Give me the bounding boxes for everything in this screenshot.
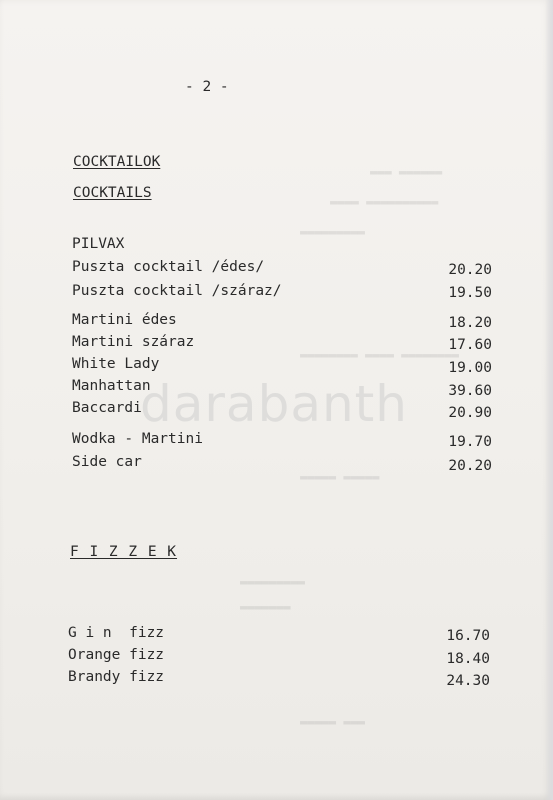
fizz-item-price: 18.40: [446, 651, 490, 667]
menu-item-name: Martini száraz: [72, 334, 195, 350]
fizz-item-name: G i n fizz: [68, 625, 165, 641]
menu-item-name: Puszta cocktail /száraz/: [72, 283, 282, 299]
fizz-item-name: Brandy fizz: [68, 669, 165, 685]
section-pilvax: PILVAX: [72, 236, 125, 252]
show-through: ▬▬▬▬▬ ▬▬▬▬▬: [300, 470, 380, 484]
show-through: ▬▬▬▬▬▬▬▬▬: [300, 225, 366, 239]
fizz-item-price: 16.70: [446, 628, 490, 644]
fizz-item-price: 24.30: [446, 673, 490, 689]
show-through: ▬▬▬▬▬ ▬▬▬: [300, 715, 366, 729]
show-through: ▬▬▬▬▬▬▬▬ ▬▬▬▬ ▬▬▬▬▬▬▬▬: [300, 348, 459, 362]
show-through: ▬▬▬ ▬▬▬▬▬▬: [370, 165, 443, 179]
menu-item-name: Side car: [72, 454, 142, 470]
menu-item-price: 20.90: [448, 405, 492, 421]
menu-item-price: 20.20: [448, 262, 492, 278]
menu-item-price: 20.20: [448, 458, 492, 474]
menu-item-price: 17.60: [448, 337, 492, 353]
menu-item-name: Wodka - Martini: [72, 431, 203, 447]
show-through: ▬▬▬▬▬▬▬: [240, 600, 291, 614]
menu-item-name: Puszta cocktail /édes/: [72, 259, 265, 275]
heading-cocktailok: COCKTAILOK: [73, 154, 161, 170]
menu-item-price: 18.20: [448, 315, 492, 331]
menu-item-price: 39.60: [448, 383, 492, 399]
menu-item-name: White Lady: [72, 356, 160, 372]
watermark: darabanth: [140, 375, 408, 433]
paper-edge: [545, 0, 553, 800]
menu-item-name: Baccardi: [72, 400, 142, 416]
menu-item-price: 19.70: [448, 434, 492, 450]
page-number: - 2 -: [185, 79, 229, 95]
section-fizzek: F I Z Z E K: [70, 544, 178, 560]
heading-cocktails: COCKTAILS: [73, 185, 152, 201]
menu-item-name: Martini édes: [72, 312, 177, 328]
show-through: ▬▬▬▬▬▬▬▬▬: [240, 575, 306, 589]
show-through: ▬▬▬▬ ▬▬▬▬▬▬▬▬▬▬: [330, 195, 439, 209]
menu-item-price: 19.00: [448, 360, 492, 376]
menu-item-name: Manhattan: [72, 378, 151, 394]
fizz-item-name: Orange fizz: [68, 647, 165, 663]
menu-item-price: 19.50: [448, 285, 492, 301]
